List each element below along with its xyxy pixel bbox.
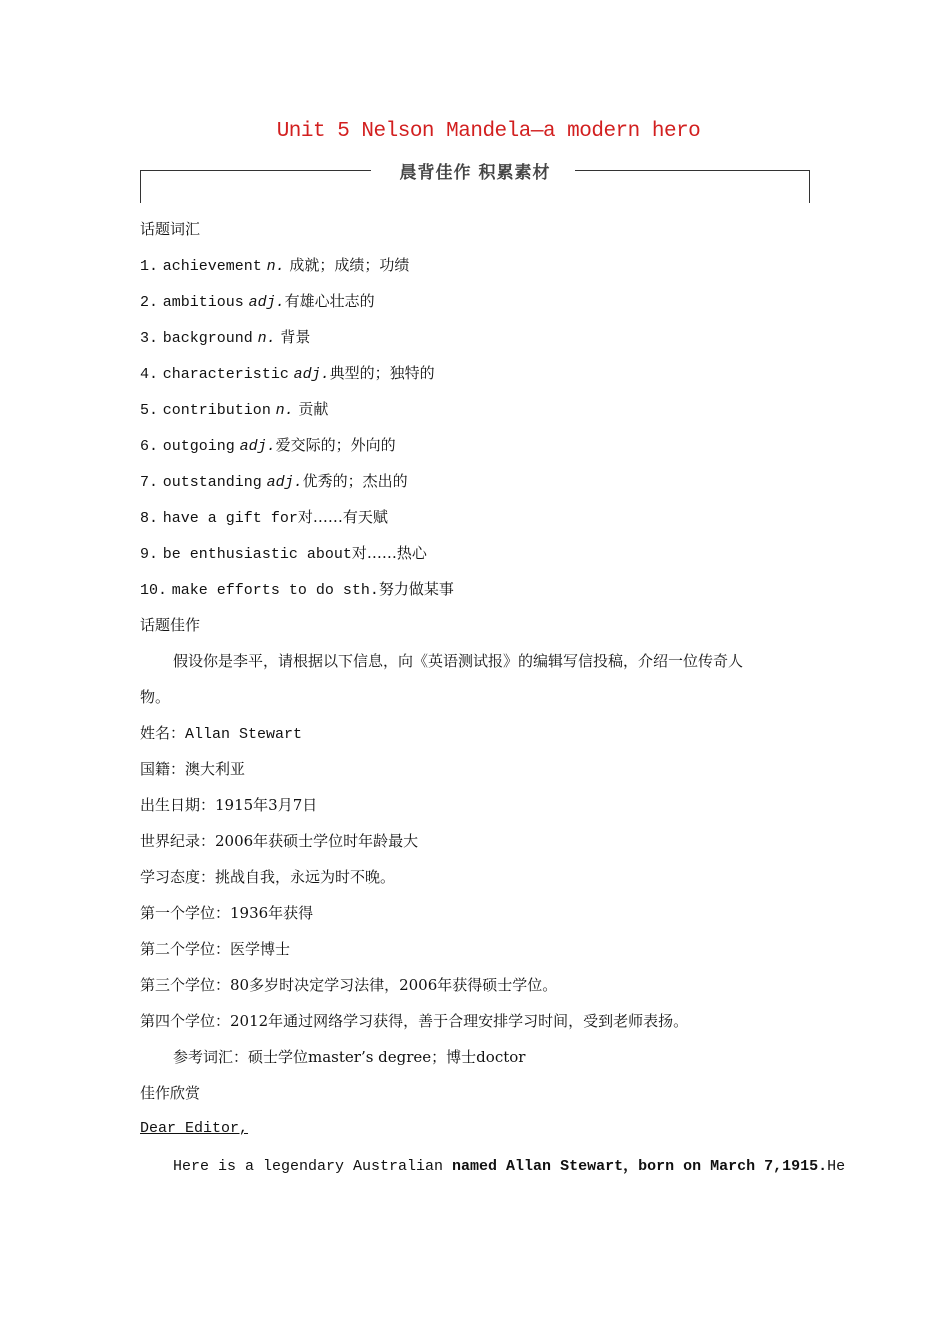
banner-label: 晨背佳作 积累素材 xyxy=(399,163,551,183)
vocab-item: 9. be enthusiastic about对……热心 xyxy=(140,544,427,563)
vocab-item: 6. outgoing adj.爱交际的；外向的 xyxy=(140,436,396,455)
info-name: 姓名：Allan Stewart xyxy=(140,724,303,743)
letter-salutation: Dear Editor, xyxy=(140,1120,249,1137)
info-birth: 出生日期：1915年3月7日 xyxy=(140,796,318,814)
info-degree-1: 第一个学位：1936年获得 xyxy=(140,904,314,922)
vocab-item: 2. ambitious adj.有雄心壮志的 xyxy=(140,292,375,311)
document-body xyxy=(140,214,846,1186)
info-degree-4: 第四个学位：2012年通过网络学习获得，善于合理安排学习时间，受到老师表扬。 xyxy=(140,1012,689,1030)
info-record: 世界纪录：2006年获硕士学位时年龄最大 xyxy=(140,832,419,850)
reference-vocab: 参考词汇：硕士学位master’s degree；博士doctor xyxy=(173,1048,526,1066)
vocab-item: 7. outstanding adj.优秀的；杰出的 xyxy=(140,472,408,491)
vocab-item: 3. background n. 背景 xyxy=(140,328,311,347)
page-title: Unit 5 Nelson Mandela—a modern hero xyxy=(276,120,701,143)
appreciation-heading: 佳作欣赏 xyxy=(140,1084,201,1102)
prompt-line-1: 假设你是李平，请根据以下信息，向《英语测试报》的编辑写信投稿，介绍一位传奇人 xyxy=(173,652,744,670)
section-banner xyxy=(140,158,810,202)
info-attitude: 学习态度：挑战自我，永远为时不晚。 xyxy=(140,868,396,886)
vocab-heading: 话题词汇 xyxy=(140,220,201,238)
writing-heading: 话题佳作 xyxy=(140,616,201,634)
info-nationality: 国籍：澳大利亚 xyxy=(140,760,246,778)
banner-frame-left xyxy=(140,170,371,203)
banner-frame-right xyxy=(575,170,810,203)
prompt-line-2: 物。 xyxy=(140,688,171,706)
vocab-item: 8. have a gift for对……有天赋 xyxy=(140,508,388,527)
vocab-item: 10. make efforts to do sth.努力做某事 xyxy=(140,580,454,599)
vocab-item: 4. characteristic adj.典型的；独特的 xyxy=(140,364,435,383)
vocab-item: 1. achievement n. 成就；成绩；功绩 xyxy=(140,256,410,275)
vocab-item: 5. contribution n. 贡献 xyxy=(140,400,329,419)
info-degree-3: 第三个学位：80多岁时决定学习法律，2006年获得硕士学位。 xyxy=(140,976,558,994)
essay-paragraph: Here is a legendary Australian named Allan Stewart，born on March 7,1915.He xyxy=(173,1158,846,1175)
info-degree-2: 第二个学位：医学博士 xyxy=(140,940,291,958)
